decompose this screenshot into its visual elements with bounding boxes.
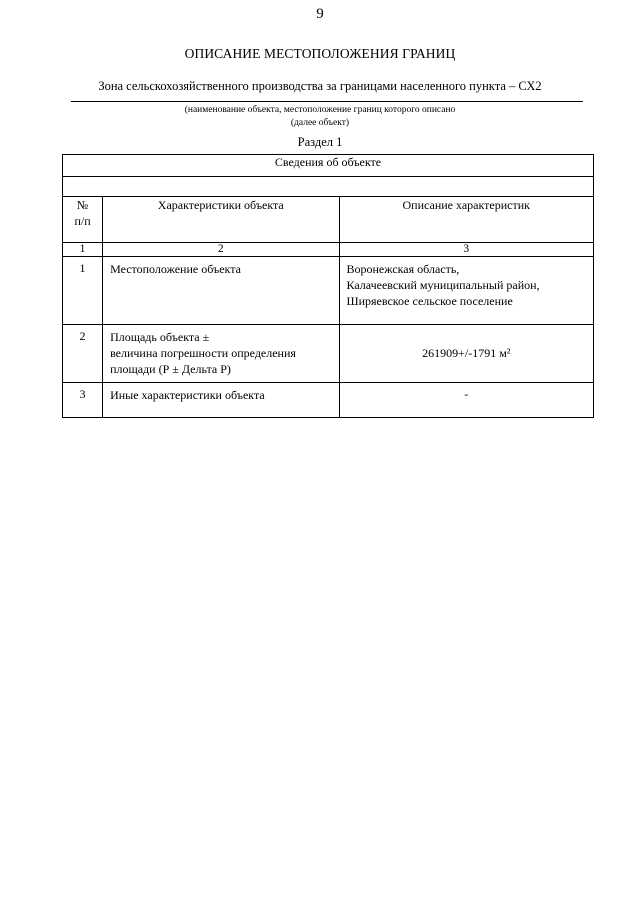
row-characteristic: Иные характеристики объекта [103,383,339,418]
column-header-characteristics: Характеристики объекта [103,197,339,243]
row-characteristic [103,325,339,383]
column-header-description: Описание характеристик [339,197,594,243]
page-number: 9 [316,6,324,22]
column-index: 2 [103,243,339,257]
row-number: 1 [63,257,103,325]
column-header-num [63,197,103,243]
document-title: ОПИСАНИЕ МЕСТОПОЛОЖЕНИЯ ГРАНИЦ [184,46,456,61]
table-row [63,325,594,383]
caption-line-2: (далее объект) [290,118,350,128]
row-characteristic: Местоположение объекта [103,257,339,325]
table-row [63,257,594,325]
section-label: Раздел 1 [297,135,343,149]
characteristic-line: Площадь объекта ± [110,330,210,344]
characteristic-line: величина погрешности определения [110,346,296,360]
description-line: Ширяевское сельское поселение [346,294,513,308]
column-index: 3 [339,243,594,257]
object-info-table [62,154,594,418]
object-name-caption [0,104,640,130]
table-row [63,383,594,418]
table-empty-row [63,177,594,197]
description-line: Воронежская область, [346,262,460,276]
table-header-row [63,155,594,177]
object-name-underline [71,101,583,102]
row-number: 2 [63,325,103,383]
row-description [339,257,594,325]
row-description: 261909+/-1791 м² [339,325,594,383]
description-line: Калачеевский муниципальный район, [346,278,540,292]
column-index: 1 [63,243,103,257]
num-label-1: № [76,198,89,212]
empty-cell [63,177,594,197]
object-name: Зона сельскохозяйственного производства за границами населенного пункта – СХ2 [98,79,542,93]
row-number: 3 [63,383,103,418]
column-index-row [63,243,594,257]
table-header: Сведения об объекте [63,155,594,177]
column-header-row [63,197,594,243]
caption-line-1: (наименование объекта, местоположение границ которого описано [184,105,456,115]
row-description: - [339,383,594,418]
num-label-2: п/п [74,214,91,228]
characteristic-line: площади (Р ± Дельта Р) [110,362,231,376]
